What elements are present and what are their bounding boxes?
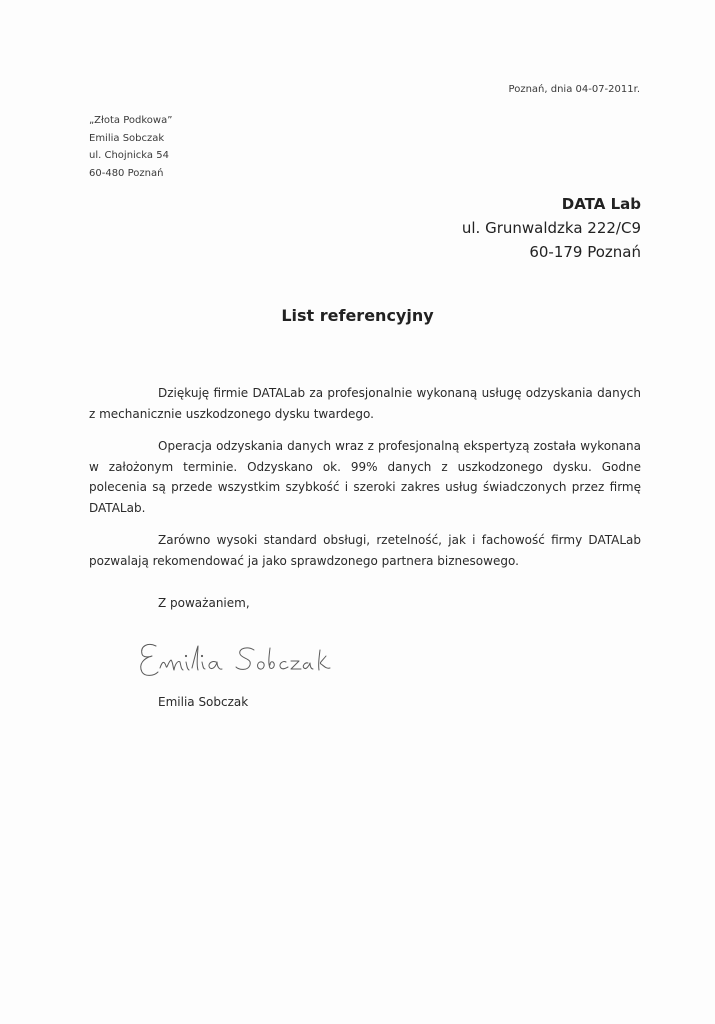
sender-address [89, 112, 172, 182]
recipient-name: DATA Lab [561, 195, 641, 213]
letter-body [89, 383, 641, 583]
letter-title: List referencyjny [281, 306, 434, 325]
letter-date: Poznań, dnia 04-07-2011r. [508, 84, 640, 95]
recipient-address [462, 192, 641, 264]
signer-name: Emilia Sobczak [158, 695, 249, 709]
body-paragraph: Operacja odzyskania danych wraz z profesjonalną ekspertyzą została wykonana w założonym terminie. Odzyskano ok. 99% danych z uszkodzonego dysku. Godne polecenia są przede wszystkim szybkość i szeroki zakres usług świadczonych przez firmę DATALab. [89, 439, 641, 515]
closing-phrase: Z poważaniem, [158, 596, 250, 610]
body-paragraph: Zarówno wysoki standard obsługi, rzetelność, jak i fachowość firmy DATALab pozwalają rekomendować ja jako sprawdzonego partnera biznesowego. [89, 533, 641, 568]
sender-company: „Złota Podkowa” [89, 115, 173, 126]
sender-street: ul. Chojnicka 54 [89, 150, 169, 161]
body-paragraph: Dziękuję firmie DATALab za profesjonalnie wykonaną usługę odzyskania danych z mechanicznie uszkodzonego dysku twardego. [89, 386, 641, 421]
handwritten-signature [112, 632, 352, 692]
sender-city: 60-480 Poznań [89, 167, 164, 179]
recipient-street: ul. Grunwaldzka 222/C9 [461, 219, 641, 237]
recipient-city: 60-179 Poznań [529, 243, 641, 261]
sender-name: Emilia Sobczak [89, 132, 165, 144]
